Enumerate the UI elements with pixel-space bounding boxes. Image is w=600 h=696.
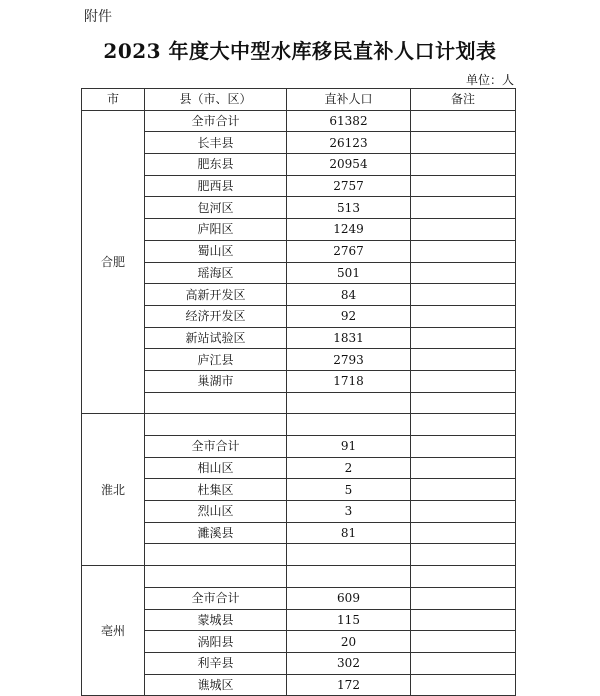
note-cell: [411, 370, 516, 392]
note-cell: [411, 349, 516, 371]
county-cell: 利辛县: [145, 652, 287, 674]
table-row: [82, 522, 516, 544]
population-cell: 91: [287, 436, 411, 458]
population-cell: [287, 414, 411, 436]
table-row: [82, 414, 516, 436]
table-row: [82, 609, 516, 631]
population-cell: 302: [287, 652, 411, 674]
table-row: [82, 284, 516, 306]
table-row: [82, 110, 516, 132]
note-cell: [411, 522, 516, 544]
note-cell: [411, 175, 516, 197]
note-cell: [411, 240, 516, 262]
population-cell: 172: [287, 674, 411, 696]
unit-label: 单位：人: [465, 73, 514, 87]
population-cell: 92: [287, 305, 411, 327]
population-cell: 84: [287, 284, 411, 306]
table-row: [82, 674, 516, 696]
table-body: [82, 110, 516, 696]
note-cell: [411, 132, 516, 154]
county-cell: 庐江县: [145, 349, 287, 371]
county-cell: [145, 414, 287, 436]
county-cell: 相山区: [145, 457, 287, 479]
table-row: [82, 631, 516, 653]
population-cell: 2767: [287, 240, 411, 262]
note-cell: [411, 219, 516, 241]
table-row: [82, 370, 516, 392]
county-cell: [145, 566, 287, 588]
population-cell: 20954: [287, 154, 411, 176]
county-cell: 巢湖市: [145, 370, 287, 392]
population-cell: 501: [287, 262, 411, 284]
city-cell: 合肥: [82, 110, 145, 414]
county-cell: 涡阳县: [145, 631, 287, 653]
county-cell: 肥西县: [145, 175, 287, 197]
note-cell: [411, 197, 516, 219]
column-header-city: 市: [82, 89, 145, 111]
population-cell: 61382: [287, 110, 411, 132]
county-cell: 瑶海区: [145, 262, 287, 284]
county-cell: 全市合计: [145, 587, 287, 609]
population-cell: [287, 566, 411, 588]
population-cell: 609: [287, 587, 411, 609]
document-title: 2023 年度大中型水库移民直补人口计划表: [103, 39, 497, 63]
table-row: [82, 566, 516, 588]
table-row: [82, 175, 516, 197]
city-cell: 亳州: [82, 566, 145, 696]
population-cell: [287, 392, 411, 414]
column-header-note: 备注: [411, 89, 516, 111]
table-row: [82, 544, 516, 566]
table-row: [82, 197, 516, 219]
table-row: [82, 392, 516, 414]
population-cell: 3: [287, 501, 411, 523]
note-cell: [411, 154, 516, 176]
county-cell: 庐阳区: [145, 219, 287, 241]
county-cell: 全市合计: [145, 110, 287, 132]
note-cell: [411, 262, 516, 284]
population-cell: 5: [287, 479, 411, 501]
population-cell: 26123: [287, 132, 411, 154]
note-cell: [411, 609, 516, 631]
note-cell: [411, 479, 516, 501]
note-cell: [411, 436, 516, 458]
table-row: [82, 587, 516, 609]
note-cell: [411, 305, 516, 327]
county-cell: 包河区: [145, 197, 287, 219]
population-cell: 81: [287, 522, 411, 544]
county-cell: 蒙城县: [145, 609, 287, 631]
table-header-row: [82, 89, 516, 111]
table-row: [82, 154, 516, 176]
attachment-label: 附件: [84, 9, 112, 25]
note-cell: [411, 587, 516, 609]
county-cell: 高新开发区: [145, 284, 287, 306]
note-cell: [411, 501, 516, 523]
county-cell: 烈山区: [145, 501, 287, 523]
county-cell: 新站试验区: [145, 327, 287, 349]
note-cell: [411, 631, 516, 653]
table-row: [82, 457, 516, 479]
county-cell: 杜集区: [145, 479, 287, 501]
note-cell: [411, 544, 516, 566]
population-cell: 2793: [287, 349, 411, 371]
table-row: [82, 262, 516, 284]
note-cell: [411, 284, 516, 306]
note-cell: [411, 566, 516, 588]
county-cell: 肥东县: [145, 154, 287, 176]
population-cell: [287, 544, 411, 566]
table-row: [82, 501, 516, 523]
county-cell: [145, 392, 287, 414]
population-cell: 115: [287, 609, 411, 631]
county-cell: 长丰县: [145, 132, 287, 154]
county-cell: 蜀山区: [145, 240, 287, 262]
population-cell: 1831: [287, 327, 411, 349]
note-cell: [411, 457, 516, 479]
note-cell: [411, 392, 516, 414]
resettlement-table: [81, 88, 516, 696]
note-cell: [411, 674, 516, 696]
population-cell: 2: [287, 457, 411, 479]
population-cell: 2757: [287, 175, 411, 197]
table-row: [82, 305, 516, 327]
county-cell: [145, 544, 287, 566]
table-row: [82, 436, 516, 458]
table-row: [82, 240, 516, 262]
county-cell: 经济开发区: [145, 305, 287, 327]
county-cell: 濉溪县: [145, 522, 287, 544]
table-row: [82, 479, 516, 501]
table-row: [82, 349, 516, 371]
county-cell: 谯城区: [145, 674, 287, 696]
population-cell: 1249: [287, 219, 411, 241]
table-row: [82, 652, 516, 674]
population-cell: 513: [287, 197, 411, 219]
table-row: [82, 327, 516, 349]
column-header-population: 直补人口: [287, 89, 411, 111]
table-row: [82, 219, 516, 241]
note-cell: [411, 110, 516, 132]
population-cell: 1718: [287, 370, 411, 392]
note-cell: [411, 327, 516, 349]
county-cell: 全市合计: [145, 436, 287, 458]
column-header-county: 县（市、区）: [145, 89, 287, 111]
note-cell: [411, 414, 516, 436]
table-row: [82, 132, 516, 154]
population-cell: 20: [287, 631, 411, 653]
city-cell: 淮北: [82, 414, 145, 566]
note-cell: [411, 652, 516, 674]
